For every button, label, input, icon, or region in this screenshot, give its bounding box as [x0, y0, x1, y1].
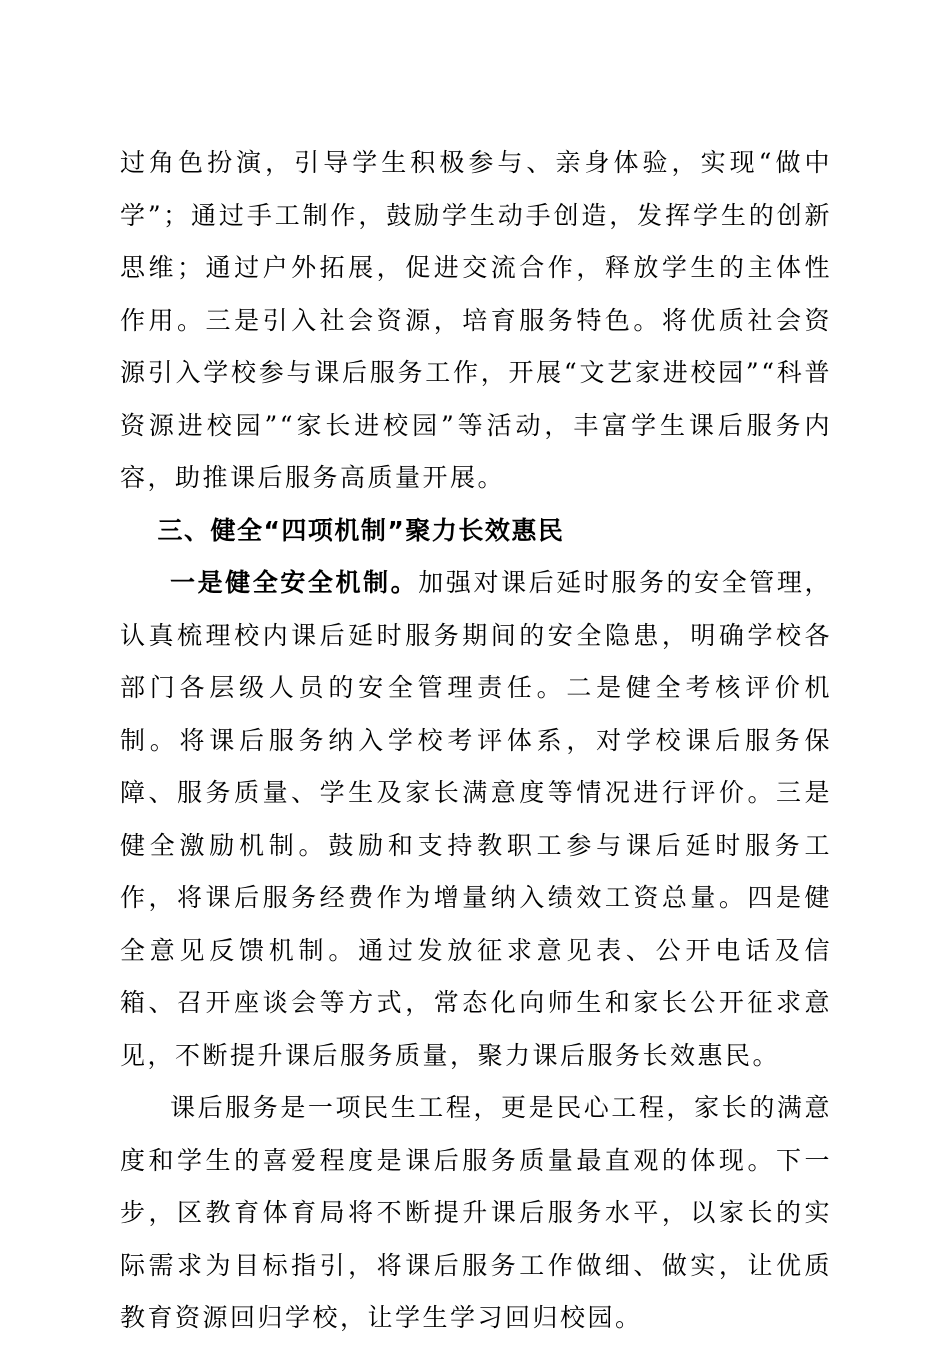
paragraph-mechanisms — [120, 557, 832, 1082]
paragraph-conclusion: 课后服务是一项民生工程，更是民心工程，家长的满意度和学生的喜爱程度是课后服务质量最直观的体现。下一步，区教育体育局将不断提升课后服务水平，以家长的实际需求为目标指引，将课后服务工作做细、做实，让优质教育资源回归学校，让学生学习回归校园。 — [120, 1093, 832, 1332]
paragraph-mechanisms-body: 加强对课后延时服务的安全管理，认真梳理校内课后延时服务期间的安全隐患，明确学校各部门各层级人员的安全管理责任。二是健全考核评价机制。将课后服务纳入学校考评体系，对学校课后服务保障、服务质量、学生及家长满意度等情况进行评价。三是健全激励机制。鼓励和支持教职工参与课后延时服务工作，将课后服务经费作为增量纳入绩效工资总量。四是健全意见反馈机制。通过发放征求意见表、公开电话及信箱、召开座谈会等方式，常态化向师生和家长公开征求意见，不断提升课后服务质量，聚力课后服务长效惠民。 — [120, 568, 832, 1070]
paragraph-continuation: 过角色扮演，引导学生积极参与、亲身体验，实现“做中学”；通过手工制作，鼓励学生动手创造，发挥学生的创新思维；通过户外拓展，促进交流合作，释放学生的主体性作用。三是引入社会资源，培育服务特色。将优质社会资源引入学校参与课后服务工作，开展“文艺家进校园”“科普资源进校园”“家长进校园”等活动，丰富学生课后服务内容，助推课后服务高质量开展。 — [120, 148, 832, 492]
paragraph-lead-phrase: 一是健全安全机制。 — [170, 568, 419, 597]
section-heading: 三、健全“四项机制”聚力长效惠民 — [157, 515, 565, 545]
document-body — [120, 137, 832, 1345]
